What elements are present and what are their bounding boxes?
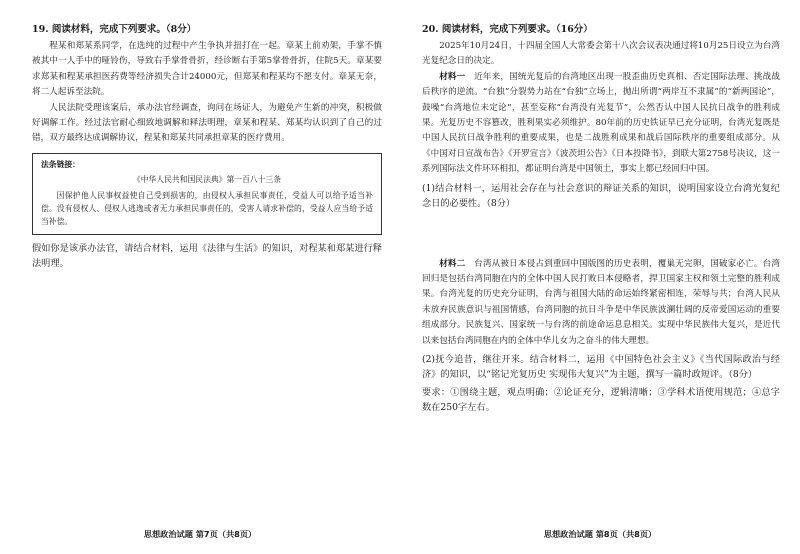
law-link-box <box>32 153 382 235</box>
material-2-body: 台湾从被日本侵占到重回中国版图的历史表明，覆巢无完卵，国破家必亡。台湾回归是包括台湾同胞在内的全体中国人民打败日本侵略者，捍卫国家主权和领土完整的胜利成果。台湾光复的历史充分证明，台湾与祖国大陆的命运始终紧密相连，荣辱与共；台湾人民从未放弃民族意识与祖国情感，台湾同胞的抗日斗争是中华民族波澜壮阔的反帝爱国运动的重要组成部分。民族复兴、国家统一与台湾的前途命运息息相关。实现中华民族伟大复兴，是近代以来包括台湾同胞在内的全体中华儿女为之奋斗的伟大理想。 <box>422 258 780 346</box>
material-1-head: 材料一 <box>439 71 466 82</box>
question-19-material-paragraph-2: 人民法院受理该案后，承办法官经调查，询问在场证人，为避免产生新的冲突，积极做好调解工作。经过法官耐心细致地调解和释法明理，章某和程某、郑某均认识到了自己的过错，双方最终达成调解协议，程某和郑某共同承担章某的医疗费用。 <box>32 102 382 144</box>
question-20-requirements: 要求：①围绕主题，观点明确；②论证充分，逻辑清晰；③学科术语使用规范；④总字数在250字左右。 <box>422 387 780 414</box>
answer-space <box>422 211 780 257</box>
question-19-prompt: 假如你是该承办法官，请结合材料，运用《法律与生活》的知识，对程某和郑某进行释法明理。 <box>32 242 382 269</box>
material-2 <box>422 257 780 349</box>
question-19-material-paragraph-1: 程某和郑某系同学，在选纯的过程中产生争执并扭打在一起。章某上前劝架，手掌不慎被其中一人手中的哑铃伤，导致右手掌骨骨折，经诊断右手第5掌骨骨折，住院5天。章某要求郑某和程某承担医药费等经济损失合计24000元，但郑某和程某均不愿支付。章某无奈，将二人起诉至法院。 <box>32 41 382 98</box>
question-19-title: 19. 阅读材料，完成下列要求。（8分） <box>32 24 197 35</box>
question-20-part-2: (2)抚今追昔，继往开来。结合材料二，运用《中国特色社会主义》《当代国际政治与经济》的知识，以“铭记光复历史 实现伟大复兴”为主题，撰写一篇时政短评。（8分） <box>422 354 780 381</box>
material-1-body: 近年来，国统光复后的台湾地区出现一股歪曲历史真相、否定国际法理、挑战战后秩序的逆流。“台独”分裂势力站在“台独”立场上，抛出所谓“两岸互不隶属”的“新两国论”，鼓噪“台湾地位未定论”，甚至妄称“台湾没有光复节”，公然否认中国人民抗日战争的胜利成果。光复历史不容篡改，胜利果实必须维护。80年前的历史铁证早已充分证明，台湾光复既是中国人民抗日战争胜利的重要成果，也是二战胜利成果和战后国际秩序的重要组成部分。从《中国对日宣战布告》《开罗宣言》《波茨坦公告》《日本投降书》，到联大第2758号决议，这一系列国际法文件环环相扣，都证明台湾是中国领土，事实上都已经回归中国。 <box>422 71 780 175</box>
material-2-head: 材料二 <box>439 258 466 269</box>
question-20-intro: 2025年10月24日，十四届全国人大常委会第十八次会议表决通过将10月25日设立为台湾光复纪念日的决定。 <box>422 41 780 67</box>
page-right <box>400 0 800 554</box>
page-footer-left: 思想政治试题 第7页（共8页） <box>143 529 257 539</box>
material-1 <box>422 70 780 178</box>
law-text: 因保护他人民事权益使自己受到损害的，由侵权人承担民事责任，受益人可以给予适当补偿。没有侵权人、侵权人逃逸或者无力承担民事责任的，受害人请求补偿的，受益人应当给予适当补偿。 <box>41 190 373 226</box>
question-20-title: 20. 阅读材料，完成下列要求。（16分） <box>422 24 593 35</box>
question-20-part-1: (1)结合材料一，运用社会存在与社会意识的辩证关系的知识，说明国家设立台湾光复纪念日的必要性。（8分） <box>422 182 780 209</box>
page-footer-right: 思想政治试题 第8页（共8页） <box>543 529 657 539</box>
law-title: 《中华人民共和国民法典》第一百八十三条 <box>132 174 282 184</box>
law-box-label: 法条链接： <box>41 159 80 169</box>
